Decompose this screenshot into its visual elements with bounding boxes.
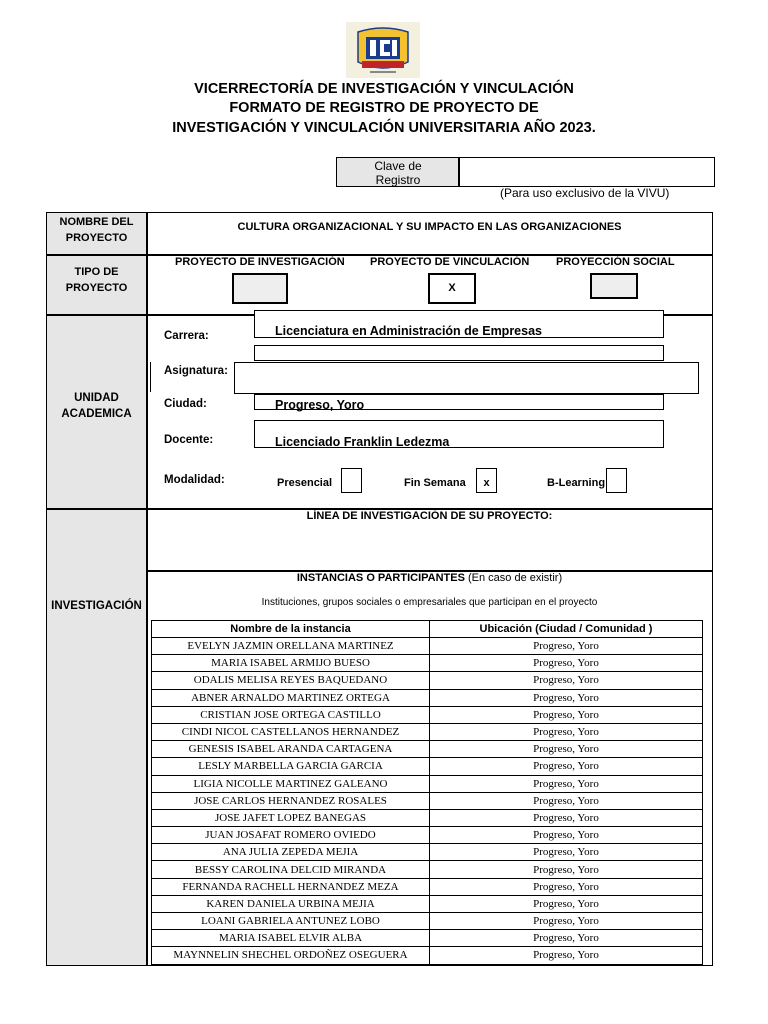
table-row: [152, 655, 703, 672]
tipo-option-vinculacion-label: PROYECTO DE VINCULACIÓN: [370, 256, 530, 268]
investigacion-label: INVESTIGACIÓN: [51, 600, 142, 612]
table-row: [152, 672, 703, 689]
nombre-label-line2: PROYECTO: [65, 232, 128, 244]
participant-location-cell: Progreso, Yoro: [430, 844, 703, 861]
header-line-1: VICERRECTORÍA DE INVESTIGACIÓN Y VINCULACIÓN: [194, 81, 574, 97]
tipo-vinculacion-checkbox[interactable]: X: [428, 273, 476, 304]
column-divider: [146, 212, 148, 966]
table-row: [152, 723, 703, 740]
table-row: [152, 947, 703, 964]
table-row: [152, 930, 703, 947]
participant-name-cell: ANA JULIA ZEPEDA MEJIA: [152, 844, 430, 861]
tipo-investigacion-checkbox[interactable]: [232, 273, 288, 304]
label-column: [47, 213, 146, 965]
asignatura-label: Asignatura:: [164, 365, 228, 377]
participant-name-cell: GENESIS ISABEL ARANDA CARTAGENA: [152, 741, 430, 758]
column-header-ubicacion: Ubicación (Ciudad / Comunidad ): [430, 621, 703, 638]
registro-input[interactable]: [458, 157, 715, 187]
column-header-nombre: Nombre de la instancia: [152, 621, 430, 638]
participant-name-cell: JOSE CARLOS HERNANDEZ ROSALES: [152, 792, 430, 809]
participant-location-cell: Progreso, Yoro: [430, 878, 703, 895]
table-row: [152, 913, 703, 930]
participant-name-cell: KAREN DANIELA URBINA MEJIA: [152, 895, 430, 912]
linea-investigacion-title: LÍNEA DE INVESTIGACIÓN DE SU PROYECTO:: [306, 510, 553, 522]
participant-location-cell: Progreso, Yoro: [430, 930, 703, 947]
participant-location-cell: Progreso, Yoro: [430, 792, 703, 809]
tipo-option-proyeccion-label: PROYECCIÓN SOCIAL: [556, 256, 675, 268]
table-row: [152, 741, 703, 758]
asignatura-bracket: [150, 362, 155, 392]
nombre-label-line1: NOMBRE DEL: [59, 216, 134, 228]
participant-location-cell: Progreso, Yoro: [430, 809, 703, 826]
unidad-label-line1: UNIDAD: [74, 392, 119, 404]
table-row: [152, 689, 703, 706]
table-row: [152, 792, 703, 809]
registro-label-line2: Registro: [375, 173, 421, 187]
docente-field[interactable]: Licenciado Franklin Ledezma: [254, 420, 664, 448]
participant-location-cell: Progreso, Yoro: [430, 827, 703, 844]
table-header-row: [152, 621, 703, 638]
participant-location-cell: Progreso, Yoro: [430, 861, 703, 878]
tipo-proyeccion-checkbox[interactable]: [590, 273, 638, 299]
header-line-2: FORMATO DE REGISTRO DE PROYECTO DE: [229, 100, 539, 116]
table-row: [152, 809, 703, 826]
participant-name-cell: CINDI NICOL CASTELLANOS HERNANDEZ: [152, 723, 430, 740]
tipo-proyecto-label: [47, 264, 146, 296]
table-row: [152, 844, 703, 861]
participant-location-cell: Progreso, Yoro: [430, 947, 703, 964]
modalidad-presencial-checkbox[interactable]: [341, 468, 362, 493]
ciudad-field[interactable]: Progreso, Yoro: [254, 394, 664, 410]
participant-location-cell: Progreso, Yoro: [430, 913, 703, 930]
modalidad-finsemana-label: Fin Semana: [404, 477, 466, 489]
unidad-label-line2: ACADEMICA: [61, 408, 132, 420]
participant-location-cell: Progreso, Yoro: [430, 706, 703, 723]
registro-note: (Para uso exclusivo de la VIVU): [500, 186, 670, 200]
participant-name-cell: LOANI GABRIELA ANTUNEZ LOBO: [152, 913, 430, 930]
participant-location-cell: Progreso, Yoro: [430, 723, 703, 740]
ciudad-label: Ciudad:: [164, 398, 207, 410]
unidad-academica-label: [47, 390, 146, 422]
modalidad-blearning-label: B-Learning: [547, 477, 606, 489]
instancias-note: (En caso de existir): [467, 572, 563, 584]
table-row: [152, 758, 703, 775]
participant-name-cell: JOSE JAFET LOPEZ BANEGAS: [152, 809, 430, 826]
table-row: [152, 861, 703, 878]
tipo-option-investigacion-label: PROYECTO DE INVESTIGACIÓN: [175, 256, 345, 268]
participants-table: [151, 620, 703, 965]
participant-location-cell: Progreso, Yoro: [430, 638, 703, 655]
carrera-label: Carrera:: [164, 330, 209, 342]
table-row: [152, 895, 703, 912]
modalidad-blearning-checkbox[interactable]: [606, 468, 627, 493]
table-row: [152, 878, 703, 895]
participant-location-cell: Progreso, Yoro: [430, 655, 703, 672]
participant-name-cell: MAYNNELIN SHECHEL ORDOÑEZ OSEGUERA: [152, 947, 430, 964]
carrera-field[interactable]: Licenciatura en Administración de Empresas: [254, 310, 664, 338]
university-logo: [346, 22, 420, 78]
participant-location-cell: Progreso, Yoro: [430, 689, 703, 706]
nombre-proyecto-value: CULTURA ORGANIZACIONAL Y SU IMPACTO EN LAS ORGANIZACIONES: [237, 221, 622, 233]
participant-name-cell: BESSY CAROLINA DELCID MIRANDA: [152, 861, 430, 878]
docente-label: Docente:: [164, 434, 214, 446]
table-row: [152, 827, 703, 844]
participant-name-cell: CRISTIAN JOSE ORTEGA CASTILLO: [152, 706, 430, 723]
participant-name-cell: MARIA ISABEL ARMIJO BUESO: [152, 655, 430, 672]
participant-name-cell: EVELYN JAZMIN ORELLANA MARTINEZ: [152, 638, 430, 655]
asignatura-field[interactable]: [234, 362, 699, 394]
header-line-3: INVESTIGACIÓN Y VINCULACIÓN UNIVERSITARIA AÑO 2023.: [172, 120, 596, 136]
participant-name-cell: MARIA ISABEL ELVIR ALBA: [152, 930, 430, 947]
nombre-proyecto-label: [47, 214, 146, 246]
tipo-label-line2: PROYECTO: [65, 282, 128, 294]
participant-location-cell: Progreso, Yoro: [430, 758, 703, 775]
participant-name-cell: ODALIS MELISA REYES BAQUEDANO: [152, 672, 430, 689]
table-row: [152, 775, 703, 792]
table-row: [152, 706, 703, 723]
participant-name-cell: FERNANDA RACHELL HERNANDEZ MEZA: [152, 878, 430, 895]
participant-location-cell: Progreso, Yoro: [430, 895, 703, 912]
participant-name-cell: LIGIA NICOLLE MARTINEZ GALEANO: [152, 775, 430, 792]
participant-location-cell: Progreso, Yoro: [430, 775, 703, 792]
registro-label-line1: Clave de: [374, 159, 422, 173]
table-row: [152, 638, 703, 655]
tipo-label-line1: TIPO DE: [74, 266, 119, 278]
participant-name-cell: ABNER ARNALDO MARTINEZ ORTEGA: [152, 689, 430, 706]
instancias-title: INSTANCIAS O PARTICIPANTES: [296, 572, 465, 584]
participant-name-cell: LESLY MARBELLA GARCIA GARCIA: [152, 758, 430, 775]
participant-location-cell: Progreso, Yoro: [430, 672, 703, 689]
instancias-subtitle: Instituciones, grupos sociales o empresariales que participan en el proyecto: [261, 597, 598, 608]
modalidad-finsemana-checkbox[interactable]: x: [476, 468, 497, 493]
modalidad-label: Modalidad:: [164, 474, 225, 486]
registro-label: [336, 157, 460, 187]
modalidad-presencial-label: Presencial: [277, 477, 333, 489]
asignatura-top-field[interactable]: [254, 345, 664, 361]
participant-location-cell: Progreso, Yoro: [430, 741, 703, 758]
participant-name-cell: JUAN JOSAFAT ROMERO OVIEDO: [152, 827, 430, 844]
instancias-heading: [146, 572, 713, 584]
